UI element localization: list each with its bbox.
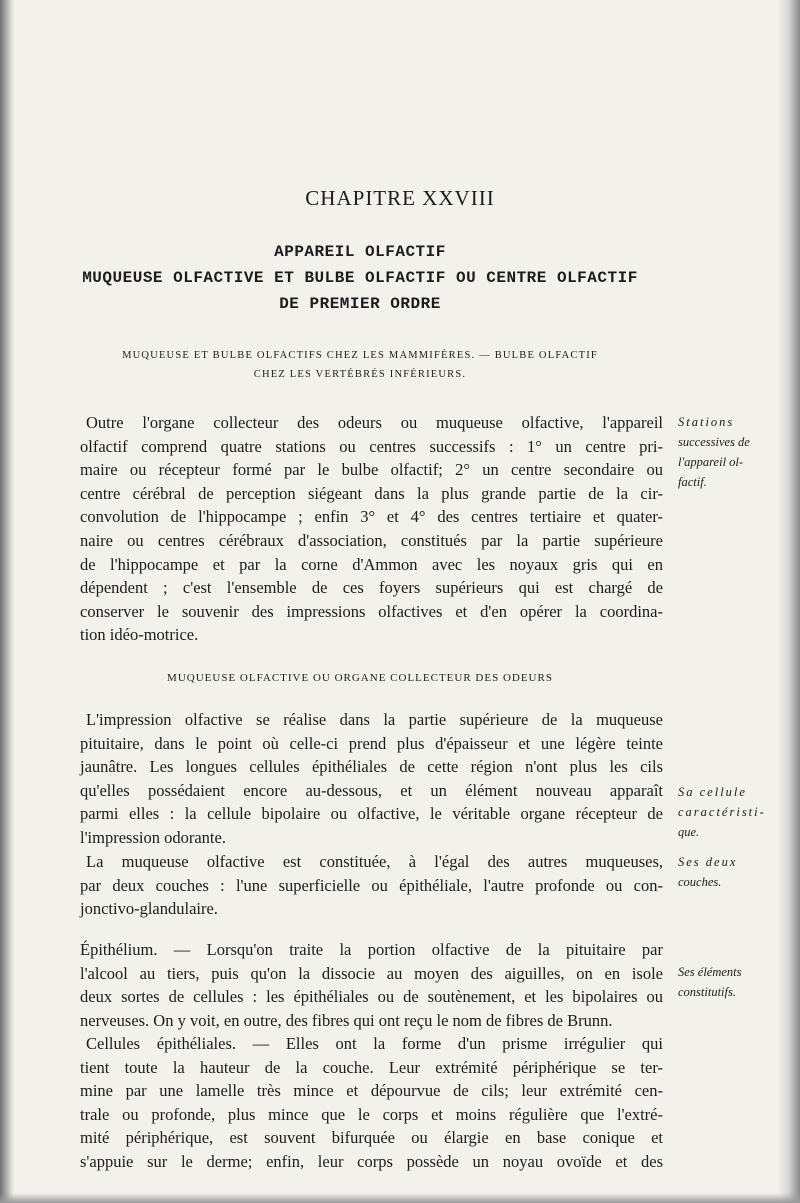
section-title: MUQUEUSE OLFACTIVE OU ORGANE COLLECTEUR DES ODEURS (167, 672, 553, 684)
paragraph-intro (80, 411, 663, 647)
text-line: jonctivo-glandulaire. (80, 899, 218, 919)
text-line: naire ou centres cérébraux d'association, constitués par la partie supérieure (80, 530, 663, 550)
text-line: Cellules épithéliales. — Elles ont la forme d'un prisme irrégulier qui (86, 1034, 663, 1053)
text-line: de l'hippocampe et par la corne d'Ammon avec les noyaux gris qui en (80, 554, 663, 574)
margin-note-line: Sa cellule (678, 785, 747, 799)
text-line: s'appuie sur le derme; enfin, leur corps possède un noyau ovoïde et des (80, 1151, 663, 1171)
text-line: parmi elles : la cellule bipolaire ou olfactive, le véritable organe récepteur de (80, 804, 663, 824)
text-line: mité périphérique, est souvent bifurquée ou élargie en base conique et (80, 1128, 663, 1148)
text-line: nerveuses. On y voit, en outre, des fibres qui ont reçu le nom de fibres de Brunn. (80, 1010, 613, 1030)
text-line: l'impression odorante. (80, 827, 226, 847)
margin-note-line: constitutifs. (678, 985, 736, 999)
subheading-line-1: MUQUEUSE ET BULBE OLFACTIFS CHEZ LES MAMMIFÈRES. — BULBE OLFACTIF (122, 350, 598, 361)
margin-note-line: Stations (678, 415, 735, 429)
margin-note-line: Ses éléments (678, 965, 742, 979)
margin-note-line: Ses deux (678, 855, 738, 869)
text-line: trale ou profonde, plus mince que le corps et moins régulière que l'extré- (80, 1104, 663, 1124)
subheading-line-2: CHEZ LES VERTÉBRÉS INFÉRIEURS. (253, 369, 467, 380)
margin-note-couches (678, 852, 782, 892)
text-line: conserver le souvenir des impressions olfactives et d'en opérer la coordina- (80, 601, 663, 621)
margin-note-line: successives de (678, 435, 750, 449)
text-line: l'alcool au tiers, puis qu'on la dissocie au moyen des aiguilles, on en isole (80, 963, 663, 983)
text-line: centre cérébral de perception siégeant dans la plus grande partie de la cir- (80, 483, 663, 503)
paragraph-impression (80, 708, 663, 850)
margin-note-line: factif. (678, 475, 707, 489)
margin-note-stations (678, 412, 782, 492)
page-edge-bottom (0, 1193, 800, 1203)
text-line: maire ou récepteur formé par le bulbe olfactif; 2° un centre secondaire ou (80, 460, 663, 480)
paragraph-couches (80, 850, 663, 921)
text-line: jaunâtre. Les longues cellules épithéliales de cette région n'ont plus les cils (80, 757, 663, 777)
margin-note-line: couches. (678, 875, 722, 889)
text-line: olfactif comprend quatre stations ou centres successifs : 1° un centre pri- (80, 436, 663, 456)
text-line: tion idéo-motrice. (80, 625, 199, 645)
text-line: L'impression olfactive se réalise dans la partie supérieure de la muqueuse (86, 710, 663, 729)
margin-note-line: caractéristi- (678, 805, 766, 819)
margin-note-elements (678, 962, 782, 1002)
margin-note-line: que. (678, 825, 700, 839)
text-line: par deux couches : l'une superficielle ou épithéliale, l'autre profonde ou con- (80, 875, 663, 895)
text-line: qu'elles possédaient encore au-dessous, et un élément nouveau apparaît (80, 780, 663, 800)
chapter-title: CHAPITRE XXVIII (305, 186, 495, 210)
paragraph-epithelium (80, 938, 663, 1032)
text-line: La muqueuse olfactive est constituée, à l'égal des autres muqueuses, (86, 852, 663, 871)
text-line: Épithélium. — Lorsqu'on traite la portion olfactive de la pituitaire par (80, 940, 663, 959)
heading-line-3: DE PREMIER ORDRE (279, 295, 441, 313)
margin-note-line: l'appareil ol- (678, 455, 744, 469)
text-line: Outre l'organe collecteur des odeurs ou muqueuse olfactive, l'appareil (86, 413, 663, 432)
text-line: mine par une lamelle très mince et dépourvue de cils; leur extrémité cen- (80, 1081, 663, 1101)
text-line: pituitaire, dans le point où celle-ci prend plus d'épaisseur et une légère teinte (80, 733, 663, 753)
heading-line-1: APPAREIL OLFACTIF (274, 243, 446, 261)
margin-note-cellule (678, 782, 782, 842)
page-edge-left (0, 0, 14, 1203)
page-edge-right (778, 0, 800, 1203)
text-line: tient toute la hauteur de la couche. Leur extrémité périphérique se ter- (80, 1057, 663, 1077)
paragraph-cellules-epitheliales (80, 1032, 663, 1174)
text-line: deux sortes de cellules : les épithéliales ou de soutènement, et les bipolaires ou (80, 987, 663, 1007)
text-line: dépendent ; c'est l'ensemble de ces foyers supérieurs qui est chargé de (80, 578, 663, 598)
text-line: convolution de l'hippocampe ; enfin 3° et 4° des centres tertiaire et quater- (80, 507, 663, 527)
heading-line-2: MUQUEUSE OLFACTIVE ET BULBE OLFACTIF OU CENTRE OLFACTIF (82, 269, 638, 287)
